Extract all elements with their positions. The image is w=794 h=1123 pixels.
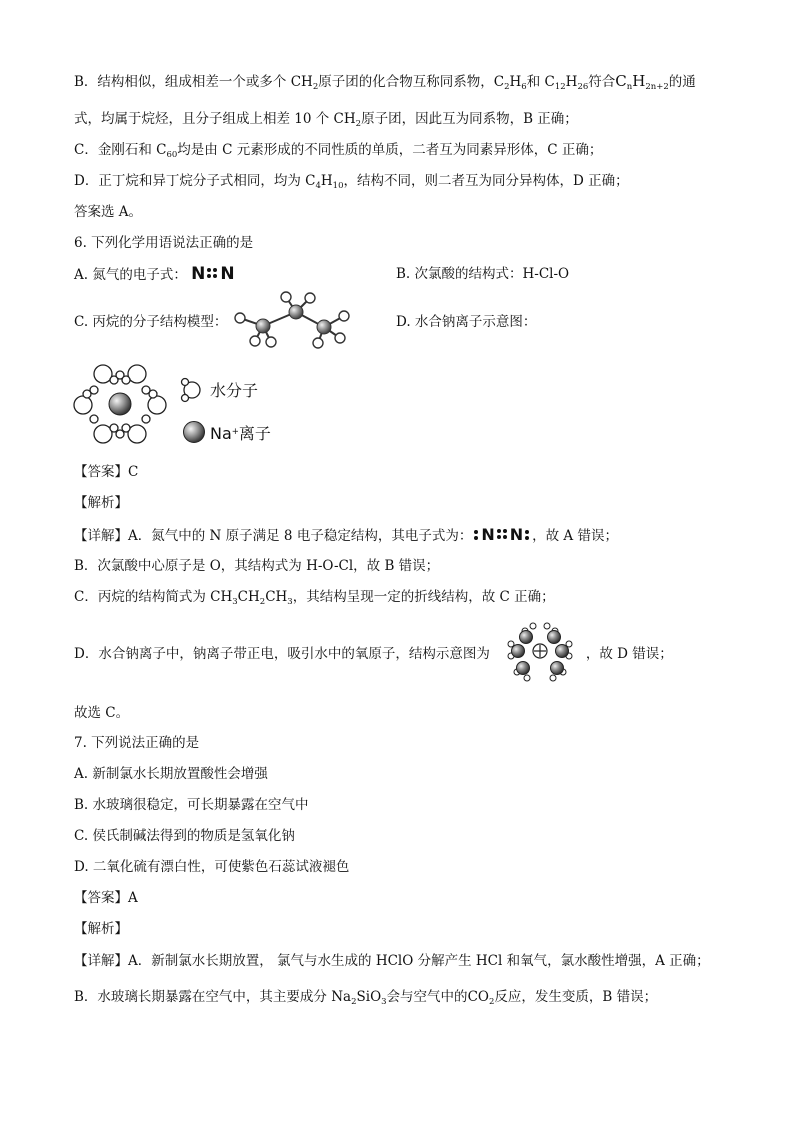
q7-detail-a: 【详解】A．新制氯水长期放置， 氯气与水生成的 HClO 分解产生 HCl 和氧气，氯水酸性增强，A 正确； <box>74 953 710 969</box>
q5-option-b-line2: 式，均属于烷烃，且分子组成上相差 10 个 $CH_2$原子团，因此互为同系物，B 正确； <box>74 111 578 129</box>
q6-final: 故选 C。 <box>74 705 130 721</box>
q5-answer: 答案选 A。 <box>74 204 143 220</box>
q6-detail-d: D．水合钠离子中，钠离子带正电，吸引水中的氧原子，结构示意图为 ，故 D 错误； <box>74 646 673 662</box>
legend-water-label: 水分子 <box>210 381 259 400</box>
q6-analysis-tag: 【解析】 <box>74 495 128 511</box>
q7-option-c: C. 侯氏制碱法得到的物质是氢氧化钠 <box>74 828 295 844</box>
legend-sodium-label: Na+离子 <box>210 424 271 443</box>
q7-option-a: A. 新制氯水长期放置酸性会增强 <box>74 766 268 782</box>
q5-option-d: D．正丁烷和异丁烷分子式相同，均为 $C_4H_{10}$，结构不同，则二者互为同分异构体，D 正确； <box>74 173 629 191</box>
q6-detail-b: B．次氯酸中心原子是 O，其结构式为 H-O-Cl，故 B 错误； <box>74 558 440 574</box>
water-molecule-legend-icon <box>180 378 206 402</box>
q7-option-b: B. 水玻璃很稳定，可长期暴露在空气中 <box>74 797 309 813</box>
lone-pair-dots <box>525 528 530 542</box>
shared-electrons-dots <box>207 267 218 281</box>
q7-analysis-tag: 【解析】 <box>74 921 128 937</box>
q6-answer: 【答案】C <box>74 464 139 480</box>
q7-option-d: D. 二氧化硫有漂白性，可使紫色石蕊试液褪色 <box>74 859 350 875</box>
nitrogen-symbol: N <box>509 525 524 544</box>
q7-answer: 【答案】A <box>74 890 138 906</box>
q6-detail-a: 【详解】A．氮气中的 N 原子满足 8 电子稳定结构，其电子式为： N N ，故 A 错误； <box>74 525 618 544</box>
q5-option-b-line1: B．结构相似，组成相差一个或多个 $CH_2$原子团的化合物互称同系物，$C_2H_6$和 $C_{12}H_{26}$符合$C_nH_{2n+2}$的通 <box>74 72 696 92</box>
lone-pair-dots <box>474 528 479 542</box>
nitrogen-symbol: N <box>191 264 206 284</box>
nitrogen-symbol: N <box>481 525 495 544</box>
q6-option-d: D. 水合钠离子示意图： <box>396 314 537 330</box>
q6-option-c: C. 丙烷的分子结构模型： <box>74 314 228 330</box>
q6-option-a: A. 氮气的电子式： N N <box>74 264 235 284</box>
q7-stem: 7. 下列说法正确的是 <box>74 735 200 751</box>
q6-stem: 6. 下列化学用语说法正确的是 <box>74 235 254 251</box>
q6-detail-c: C．丙烷的结构简式为 $CH_3CH_2CH_3$，其结构呈现一定的折线结构，故 C 正确； <box>74 589 555 607</box>
hydrated-sodium-ion-structure-diagram <box>503 620 583 686</box>
nitrogen-symbol: N <box>220 264 235 284</box>
sodium-ion-legend-icon <box>182 420 206 444</box>
q5-option-c: C．金刚石和 $C_{60}$均是由 C 元素形成的不同性质的单质，二者互为同素异形体，C 正确； <box>74 142 603 160</box>
q7-detail-b: B．水玻璃长期暴露在空气中，其主要成分 $Na_2SiO_3$会与空气中的$CO_2$反应，发生变质，B 错误； <box>74 989 658 1007</box>
shared-electrons-dots <box>497 528 508 542</box>
hydrated-sodium-ion-diagram <box>70 358 170 450</box>
propane-ball-stick-model <box>228 288 358 350</box>
q6-option-b: B. 次氯酸的结构式：H-Cl-O <box>396 266 570 282</box>
